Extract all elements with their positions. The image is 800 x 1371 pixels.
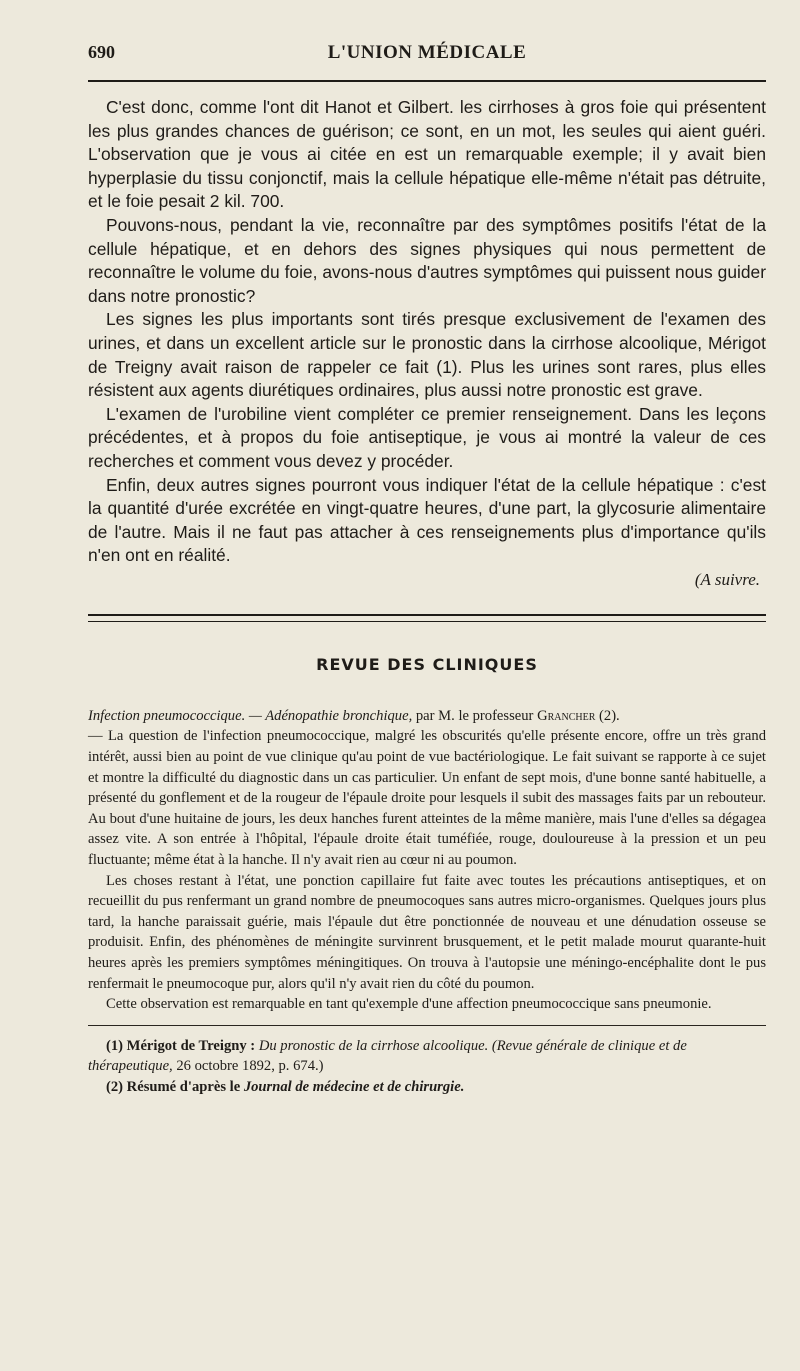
footnote-rule [88, 1025, 766, 1026]
footnotes [88, 1036, 766, 1097]
paragraph: C'est donc, comme l'ont dit Hanot et Gilbert. les cirrhoses à gros foie qui présentent les plus grandes chances de guérison; ce sont, en un mot, les seules qui aient guéri. L'observation que je vous ai citée en est un remarquable exemple; il y avait bien hyperplasie du tissu conjonctif, mais la cellule hépatique elle-même n'était pas détruite, et le foie pesait 2 kil. 700. [88, 97, 766, 212]
running-title: L'UNION MÉDICALE [327, 42, 527, 63]
paragraph: Pouvons-nous, pendant la vie, reconnaître par des symptômes positifs l'état de la cellule hépatique, et en dehors des signes physiques qui nous permettent de reconnaître le volume du foie, avons-nous d'autres symptômes qui puissent nous guider dans notre pronostic? [88, 214, 766, 306]
paragraph: — La question de l'infection pneumococcique, malgré les obscurités qu'elle présente encore, offre un très grand intérêt, aussi bien au point de vue clinique qu'au point de vue bactériologique. Le fait suivant se rapporte à ce sujet et montre la difficulté du diagnostic dans un cas particulier. Un enfant de sept mois, d'une bonne santé habituelle, a présenté du gonflement et de la rougeur de l'épaule droite pour lesquels il subit des massages faits par un rebouteur. Au bout d'une huitaine de jours, les deux hanches furent atteintes de la même manière, mais l'une d'elles sa dégagea assez vite. A son entrée à l'hôpital, l'épaule droite était tuméfiée, rouge, douloureuse à la pression et un peu fluctuante; même état à la hanche. Il n'y avait rien au cœur ni au poumon. [88, 728, 766, 869]
article-continuation [88, 96, 766, 592]
page-header [88, 36, 766, 80]
review-lead: Infection pneumococcique. — Adénopathie bronchique, par M. le professeur Grancher (2). [88, 707, 620, 724]
paragraph: Les choses restant à l'état, une ponction capillaire fut faite avec toutes les précautions antiseptiques, et on recueillit du pus renfermant un grand nombre de pneumocoques sans autres micro-organismes. Quelques jours plus tard, la hanche paraissait guérie, mais l'épaule dut être ponctionnée de nouveau et une dénudation osseuse se produisit. Enfin, des phénomènes de méningite survinrent brusquement, et le petit malade mourut quarante-huit heures après les premiers symptômes méningitiques. On trouva à l'autopsie une méningo-encéphalite dont le pus renfermait le pneumocoque pur, alors qu'il n'y avait rien du côté du poumon. [88, 872, 766, 992]
review-heading: Infection pneumococcique. — Adénopathie bronchique, [88, 707, 413, 724]
author-name: Grancher [537, 707, 596, 724]
section-title: REVUE DES CLINIQUES [316, 654, 538, 674]
footnote-1: (1) Mérigot de Treigny : Du pronostic de la cirrhose alcoolique. (Revue générale de clinique et de thérapeutique, 26 octobre 1892, p. 674.) [88, 1037, 687, 1075]
footnote-2: (2) Résumé d'après le Journal de médecine et de chirurgie. [106, 1078, 465, 1095]
clinical-review [88, 706, 766, 1015]
paragraph: Enfin, deux autres signes pourront vous indiquer l'état de la cellule hépatique : c'est la quantité d'urée excrétée en vingt-quatre heures, d'une part, la glycosurie alimentaire de l'autre. Mais il ne faut pas attacher à ces renseignements plus d'importance qu'ils n'en ont en réalité. [88, 474, 766, 566]
section-divider [88, 614, 766, 622]
paragraph: Les signes les plus importants sont tirés presque exclusivement de l'examen des urines, et dans un excellent article sur le pronostic dans la cirrhose alcoolique, Mérigot de Treigny avait raison de rappeler ce fait (1). Plus les urines sont rares, plus elles résistent aux agents diurétiques ordinaires, plus aussi notre pronostic est grave. [88, 309, 766, 401]
a-suivre-note: (A suivre. [694, 569, 760, 589]
paragraph: Cette observation est remarquable en tant qu'exemple d'une affection pneumococcique sans pneumonie. [106, 996, 712, 1013]
header-rule [88, 80, 766, 82]
paragraph: L'examen de l'urobiline vient compléter ce premier renseignement. Dans les leçons précédentes, et à propos du foie antiseptique, je vous ai montré la valeur de ces recherches et comment vous devez y procéder. [88, 403, 766, 471]
page-number: 690 [88, 42, 115, 62]
